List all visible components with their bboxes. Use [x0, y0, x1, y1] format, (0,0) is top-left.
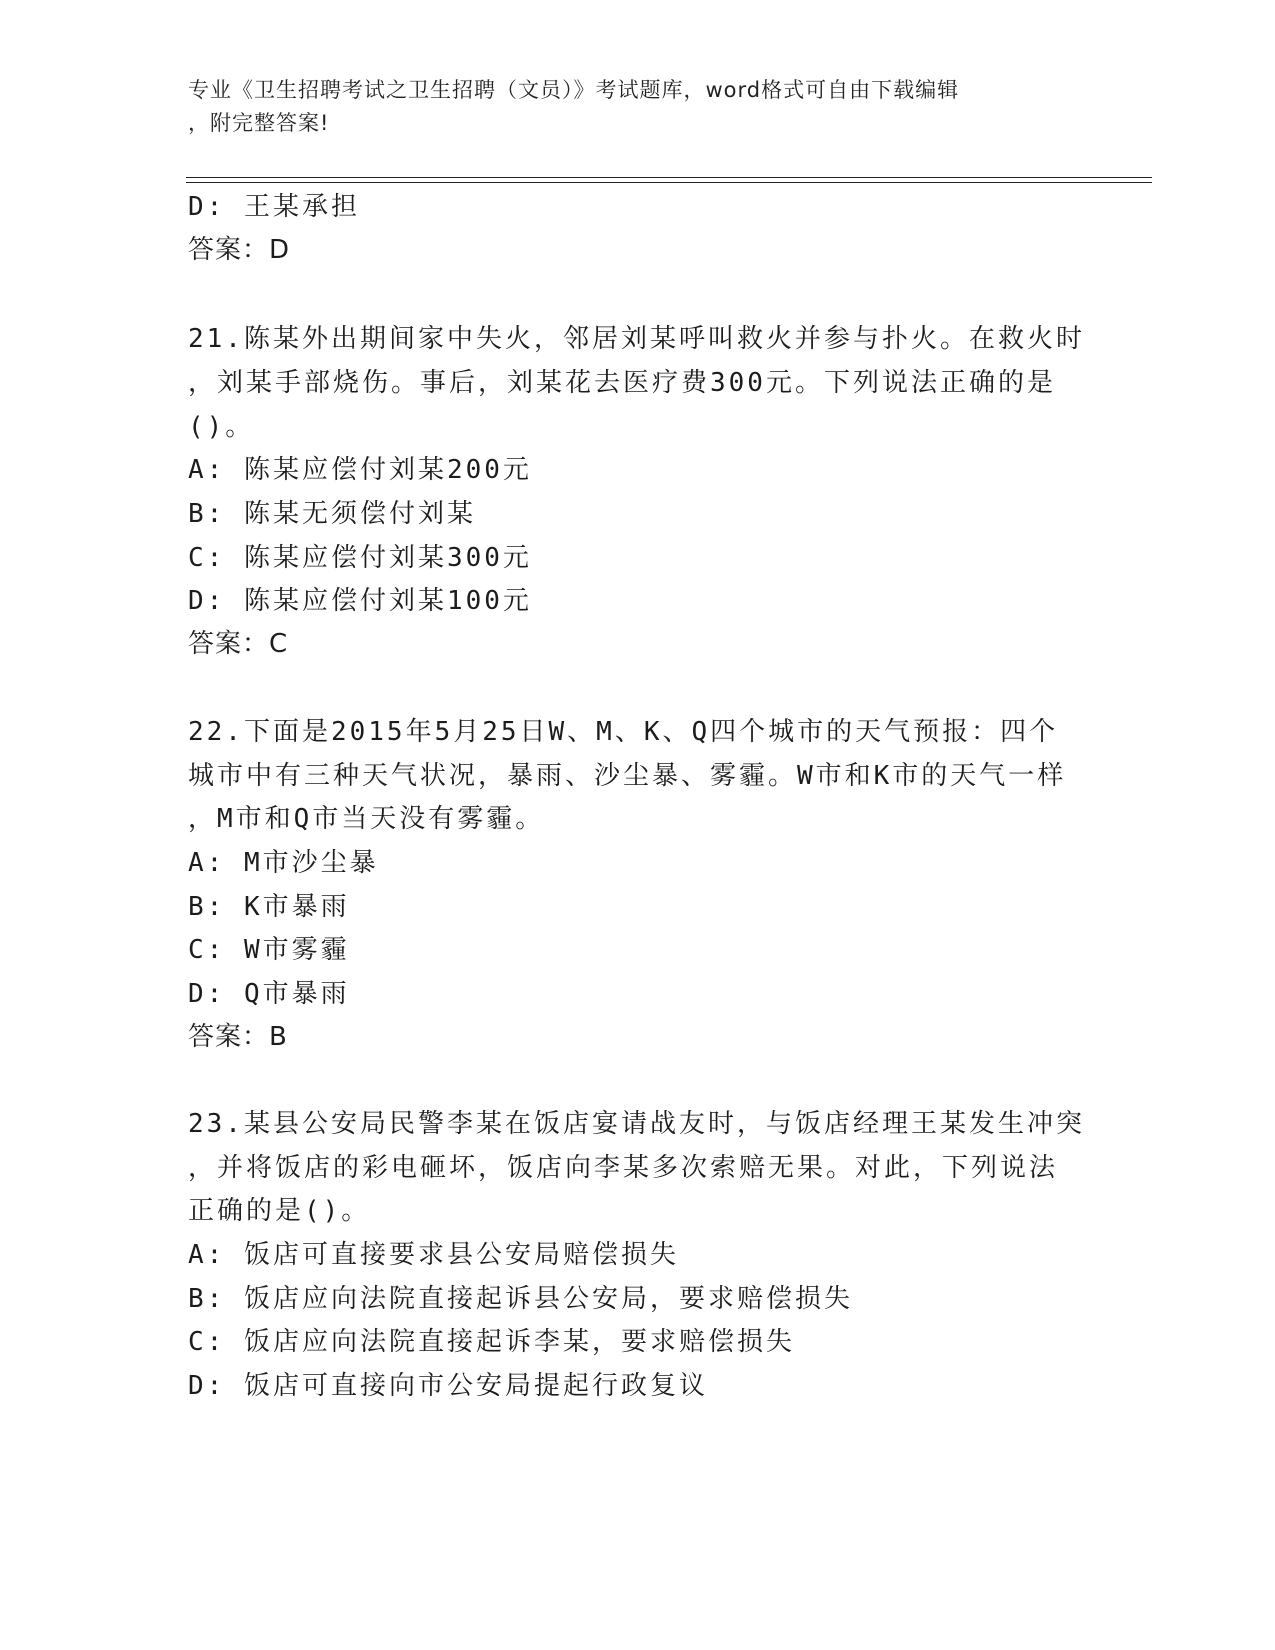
header-divider-bottom [186, 182, 1152, 183]
question-22-text-line-2: 城市中有三种天气状况，暴雨、沙尘暴、雾霾。W市和K市的天气一样 [188, 761, 1067, 791]
question-22-option-b: B: K市暴雨 [188, 892, 350, 922]
question-23-text-line-3: 正确的是()。 [188, 1196, 371, 1226]
prev-option-d: D: 王某承担 [188, 192, 360, 222]
question-21-option-d: D: 陈某应偿付刘某100元 [188, 586, 532, 616]
header-subtitle-line: ，附完整答案! [188, 111, 330, 135]
question-23-option-c: C: 饭店应向法院直接起诉李某，要求赔偿损失 [188, 1327, 795, 1357]
question-22-option-c: C: W市雾霾 [188, 935, 350, 965]
question-22-text-line-1: 22.下面是2015年5月25日W、M、K、Q四个城市的天气预报：四个 [188, 717, 1059, 747]
question-23-option-b: B: 饭店应向法院直接起诉县公安局，要求赔偿损失 [188, 1284, 853, 1314]
question-21-option-b: B: 陈某无须偿付刘某 [188, 499, 476, 529]
question-21-answer: 答案：C [188, 629, 289, 659]
question-23-option-a: A: 饭店可直接要求县公安局赔偿损失 [188, 1240, 679, 1270]
question-23-text-line-2: ，并将饭店的彩电砸坏，饭店向李某多次索赔无果。对此，下列说法 [188, 1153, 1059, 1183]
question-21-option-c: C: 陈某应偿付刘某300元 [188, 543, 532, 573]
prev-answer: 答案：D [188, 235, 291, 265]
question-21-text-line-2: ，刘某手部烧伤。事后，刘某花去医疗费300元。下列说法正确的是 [188, 368, 1056, 398]
header-title-line: 专业《卫生招聘考试之卫生招聘（文员）》考试题库，word格式可自由下载编辑 [188, 78, 960, 102]
question-22-option-a: A: M市沙尘暴 [188, 848, 379, 878]
question-22-option-d: D: Q市暴雨 [188, 979, 350, 1009]
question-21-option-a: A: 陈某应偿付刘某200元 [188, 455, 532, 485]
question-23-option-d: D: 饭店可直接向市公安局提起行政复议 [188, 1371, 708, 1401]
question-21-text-line-1: 21.陈某外出期间家中失火，邻居刘某呼叫救火并参与扑火。在救火时 [188, 324, 1085, 354]
question-22-text-line-3: ，M市和Q市当天没有雾霾。 [188, 804, 545, 834]
question-22-answer: 答案：B [188, 1022, 288, 1052]
document-header [188, 74, 1078, 140]
question-21-text-line-3: ()。 [188, 412, 255, 442]
header-divider-top [186, 177, 1152, 178]
question-23-text-line-1: 23.某县公安局民警李某在饭店宴请战友时，与饭店经理王某发生冲突 [188, 1109, 1085, 1139]
